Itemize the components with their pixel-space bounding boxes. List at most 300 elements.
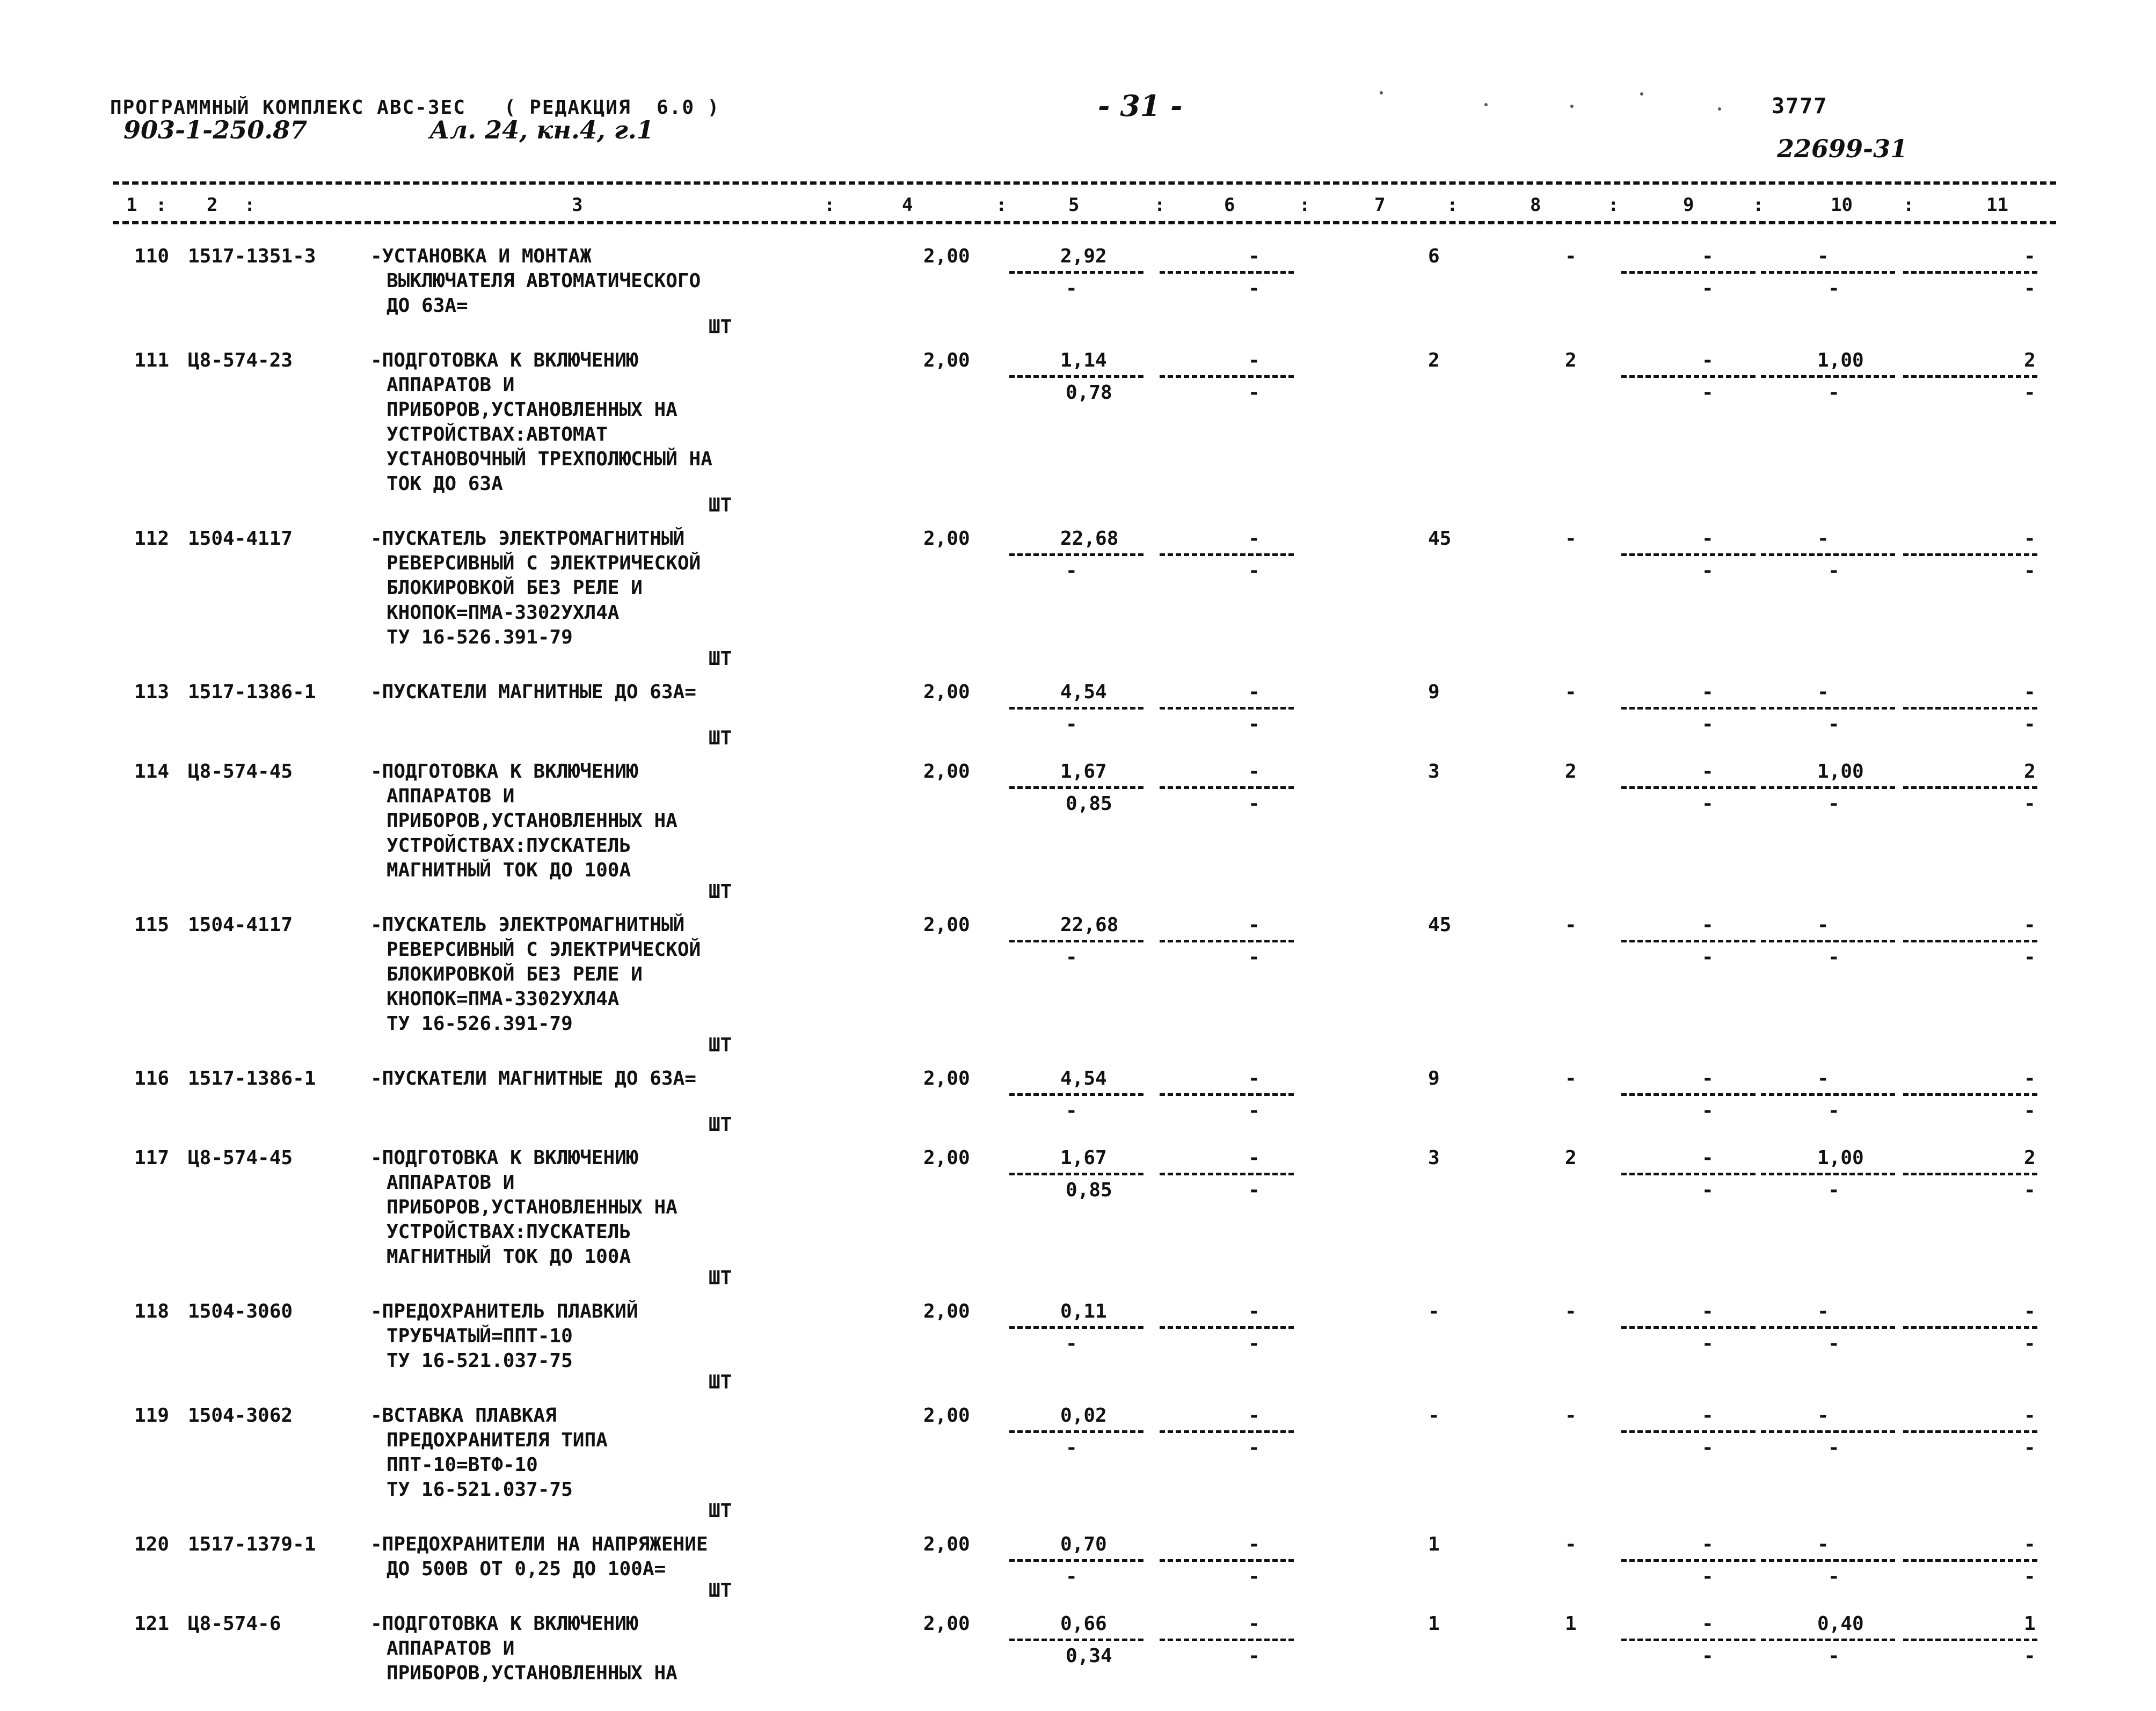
column-separator: : — [156, 194, 167, 216]
value-separator — [1903, 1173, 2037, 1175]
cell-col10: - — [1817, 1405, 1829, 1427]
value-separator — [1009, 1326, 1143, 1329]
row-number: 121 — [134, 1613, 170, 1635]
row-description-line: ПРИБОРОВ,УСТАНОВЛЕННЫХ НА — [387, 810, 678, 832]
row-description-line: УСТАНОВОЧНЫЙ ТРЕХПОЛЮСНЫЙ НА — [387, 448, 712, 470]
cell-col5-second: - — [1066, 1437, 1077, 1459]
value-separator — [1160, 553, 1294, 556]
row-description-line: ТУ 16-526.391-79 — [387, 626, 573, 648]
cell-col8: - — [1565, 1405, 1577, 1427]
value-separator — [1761, 553, 1895, 556]
cell-col8: - — [1565, 245, 1577, 267]
cell-col5-second: 0,85 — [1066, 793, 1112, 815]
cell-col10: - — [1817, 914, 1829, 936]
cell-col7: 9 — [1428, 681, 1440, 703]
cell-col9: - — [1702, 349, 1714, 371]
cell-col9: - — [1702, 1613, 1714, 1635]
column-header-7: 7 — [1374, 194, 1386, 216]
row-description-line: КНОПОК=ПМА-3302УХЛ4А — [387, 602, 620, 624]
row-description-line: ПРЕДОХРАНИТЕЛЯ ТИПА — [387, 1429, 608, 1451]
cell-col6-second: - — [1248, 1100, 1260, 1122]
row-code: 1517-1386-1 — [188, 681, 316, 703]
row-description-line: АППАРАТОВ И — [387, 785, 515, 807]
cell-col9: - — [1702, 1405, 1714, 1427]
cell-col10-second: - — [1828, 1437, 1840, 1459]
cell-col5: 1,67 — [1060, 1147, 1107, 1169]
value-separator — [1761, 271, 1895, 274]
row-code: Ц8-574-6 — [188, 1613, 281, 1635]
row-description: -ВСТАВКА ПЛАВКАЯ — [370, 1405, 557, 1427]
value-separator — [1903, 1559, 2037, 1562]
column-header-2: 2 — [207, 194, 218, 216]
cell-col4: 2,00 — [923, 914, 970, 936]
document-number: 3777 — [1772, 94, 1828, 119]
unit-of-measure: ШТ — [709, 1580, 732, 1602]
cell-col11-second: - — [2024, 793, 2036, 815]
row-description-line: АППАРАТОВ И — [387, 374, 515, 396]
value-separator — [1009, 375, 1143, 378]
cell-col11: - — [2024, 528, 2036, 550]
value-separator — [1009, 1173, 1143, 1175]
cell-col9: - — [1702, 1067, 1714, 1090]
cell-col9-second: - — [1702, 277, 1714, 299]
cell-col10-second: - — [1828, 1179, 1840, 1201]
cell-col5-second: - — [1066, 1100, 1077, 1122]
cell-col5: 2,92 — [1060, 245, 1107, 267]
cell-col9-second: - — [1702, 560, 1714, 582]
cell-col8: - — [1565, 528, 1577, 550]
value-separator — [1761, 940, 1895, 942]
cell-col4: 2,00 — [923, 1067, 970, 1090]
cell-col7: 9 — [1428, 1067, 1440, 1090]
value-separator — [1621, 1639, 1756, 1641]
row-number: 112 — [134, 528, 170, 550]
cell-col10: 0,40 — [1817, 1613, 1864, 1635]
column-header-10: 10 — [1831, 194, 1853, 216]
cell-col10: - — [1817, 1533, 1829, 1555]
cell-col5-second: - — [1066, 713, 1077, 735]
cell-col6-second: - — [1248, 560, 1260, 582]
cell-col4: 2,00 — [923, 528, 970, 550]
value-separator — [1009, 940, 1143, 942]
cell-col5: 22,68 — [1060, 528, 1119, 550]
value-separator — [1903, 940, 2037, 942]
cell-col10-second: - — [1828, 1566, 1840, 1588]
header-rule-top — [113, 181, 2056, 185]
cell-col10-second: - — [1828, 560, 1840, 582]
cell-col5-second: 0,85 — [1066, 1179, 1112, 1201]
value-separator — [1009, 1639, 1143, 1641]
cell-col10-second: - — [1828, 382, 1840, 404]
cell-col10: - — [1817, 1300, 1829, 1322]
cell-col11-second: - — [2024, 713, 2036, 735]
cell-col11: 2 — [2024, 349, 2036, 371]
cell-col9: - — [1702, 761, 1714, 783]
cell-col8: - — [1565, 914, 1577, 936]
row-code: 1504-4117 — [188, 914, 293, 936]
cell-col5-second: - — [1066, 277, 1077, 299]
cell-col4: 2,00 — [923, 245, 970, 267]
cell-col10: - — [1817, 681, 1829, 703]
cell-col5-second: 0,34 — [1066, 1645, 1112, 1667]
row-description: -ПОДГОТОВКА К ВКЛЮЧЕНИЮ — [370, 761, 638, 783]
row-description: -УСТАНОВКА И МОНТАЖ — [370, 245, 592, 267]
header-rule-bottom — [113, 221, 2056, 224]
cell-col9: - — [1702, 914, 1714, 936]
cell-col9: - — [1702, 245, 1714, 267]
value-separator — [1160, 375, 1294, 378]
row-description: -ПРЕДОХРАНИТЕЛИ НА НАПРЯЖЕНИЕ — [370, 1533, 708, 1555]
cell-col11: - — [2024, 245, 2036, 267]
value-separator — [1621, 1559, 1756, 1562]
row-number: 118 — [134, 1300, 170, 1322]
row-description: -ПУСКАТЕЛИ МАГНИТНЫЕ ДО 63А= — [370, 681, 696, 703]
cell-col10: 1,00 — [1817, 349, 1864, 371]
cell-col8: - — [1565, 1300, 1577, 1322]
cell-col6-second: - — [1248, 1566, 1260, 1588]
cell-col6: - — [1248, 914, 1260, 936]
value-separator — [1761, 1093, 1895, 1096]
cell-col11: - — [2024, 1067, 2036, 1090]
cell-col7: 6 — [1428, 245, 1440, 267]
cell-col8: - — [1565, 1533, 1577, 1555]
row-description-line: МАГНИТНЫЙ ТОК ДО 100А — [387, 859, 631, 881]
cell-col6: - — [1248, 681, 1260, 703]
row-description: -ПОДГОТОВКА К ВКЛЮЧЕНИЮ — [370, 349, 638, 371]
unit-of-measure: ШТ — [709, 316, 732, 338]
sheet-reference: Ал. 24, кн.4, г.1 — [429, 115, 654, 144]
cell-col10-second: - — [1828, 277, 1840, 299]
value-separator — [1903, 707, 2037, 710]
value-separator — [1903, 1326, 2037, 1329]
row-description-line: БЛОКИРОВКОЙ БЕЗ РЕЛЕ И — [387, 963, 643, 985]
cell-col10-second: - — [1828, 713, 1840, 735]
value-separator — [1160, 271, 1294, 274]
cell-col6: - — [1248, 245, 1260, 267]
row-description: -ПУСКАТЕЛЬ ЭЛЕКТРОМАГНИТНЫЙ — [370, 914, 685, 936]
value-separator — [1621, 1430, 1756, 1433]
cell-col10: - — [1817, 1067, 1829, 1090]
cell-col9-second: - — [1702, 1566, 1714, 1588]
cell-col11-second: - — [2024, 1179, 2036, 1201]
cell-col6-second: - — [1248, 1645, 1260, 1667]
cell-col5-second: - — [1066, 946, 1077, 968]
scan-speck — [1484, 103, 1488, 106]
row-description: -ПУСКАТЕЛИ МАГНИТНЫЕ ДО 63А= — [370, 1067, 696, 1090]
cell-col11-second: - — [2024, 1645, 2036, 1667]
row-number: 113 — [134, 681, 170, 703]
value-separator — [1009, 553, 1143, 556]
cell-col7: - — [1428, 1300, 1440, 1322]
cell-col11: - — [2024, 1405, 2036, 1427]
page-number: - 31 - — [1098, 89, 1183, 123]
row-description-line: УСТРОЙСТВАХ:ПУСКАТЕЛЬ — [387, 835, 631, 857]
row-number: 120 — [134, 1533, 170, 1555]
value-separator — [1009, 786, 1143, 789]
cell-col6-second: - — [1248, 1437, 1260, 1459]
value-separator — [1009, 271, 1143, 274]
value-separator — [1621, 1093, 1756, 1096]
cell-col6-second: - — [1248, 1333, 1260, 1355]
cell-col5: 0,11 — [1060, 1300, 1107, 1322]
cell-col5: 22,68 — [1060, 914, 1119, 936]
value-separator — [1009, 1559, 1143, 1562]
cell-col8: 2 — [1565, 761, 1577, 783]
cell-col4: 2,00 — [923, 1405, 970, 1427]
unit-of-measure: ШТ — [709, 1500, 732, 1522]
column-separator: : — [1154, 194, 1166, 216]
cell-col11: - — [2024, 681, 2036, 703]
cell-col6: - — [1248, 349, 1260, 371]
row-description-line: ПРИБОРОВ,УСТАНОВЛЕННЫХ НА — [387, 399, 678, 421]
cell-col6-second: - — [1248, 713, 1260, 735]
unit-of-measure: ШТ — [709, 648, 732, 670]
document-code: 22699-31 — [1777, 134, 1908, 163]
scan-speck — [1570, 105, 1574, 108]
cell-col7: 1 — [1428, 1613, 1440, 1635]
row-description: -ПУСКАТЕЛЬ ЭЛЕКТРОМАГНИТНЫЙ — [370, 528, 685, 550]
value-separator — [1621, 786, 1756, 789]
cell-col9-second: - — [1702, 946, 1714, 968]
row-code: Ц8-574-45 — [188, 761, 293, 783]
row-description-line: УСТРОЙСТВАХ:ПУСКАТЕЛЬ — [387, 1221, 631, 1243]
cell-col11: 2 — [2024, 761, 2036, 783]
row-description: -ПОДГОТОВКА К ВКЛЮЧЕНИЮ — [370, 1613, 638, 1635]
row-description-line: ППТ-10=ВТФ-10 — [387, 1454, 538, 1476]
row-description: -ПОДГОТОВКА К ВКЛЮЧЕНИЮ — [370, 1147, 638, 1169]
project-code: 903-1-250.87 — [123, 115, 308, 144]
row-description-line: ТРУБЧАТЫЙ=ППТ-10 — [387, 1325, 573, 1347]
program-title: ПРОГРАММНЫЙ КОМПЛЕКС АВС-3ЕС ( РЕДАКЦИЯ 6.0 ) — [110, 97, 720, 119]
cell-col7: 3 — [1428, 761, 1440, 783]
value-separator — [1903, 375, 2037, 378]
value-separator — [1009, 1430, 1143, 1433]
cell-col11-second: - — [2024, 946, 2036, 968]
cell-col11: - — [2024, 1300, 2036, 1322]
cell-col4: 2,00 — [923, 1613, 970, 1635]
row-description-line: ТУ 16-526.391-79 — [387, 1013, 573, 1035]
cell-col9: - — [1702, 528, 1714, 550]
row-code: 1504-3060 — [188, 1300, 293, 1322]
cell-col5: 4,54 — [1060, 1067, 1107, 1090]
value-separator — [1621, 271, 1756, 274]
cell-col10-second: - — [1828, 793, 1840, 815]
value-separator — [1621, 1326, 1756, 1329]
value-separator — [1903, 1430, 2037, 1433]
cell-col5: 0,02 — [1060, 1405, 1107, 1427]
value-separator — [1160, 1430, 1294, 1433]
row-number: 117 — [134, 1147, 170, 1169]
value-separator — [1621, 707, 1756, 710]
cell-col8: 1 — [1565, 1613, 1577, 1635]
value-separator — [1009, 1093, 1143, 1096]
cell-col9-second: - — [1702, 382, 1714, 404]
cell-col10-second: - — [1828, 1333, 1840, 1355]
cell-col6-second: - — [1248, 946, 1260, 968]
row-description-line: АППАРАТОВ И — [387, 1172, 515, 1194]
cell-col6: - — [1248, 1613, 1260, 1635]
value-separator — [1761, 1639, 1895, 1641]
cell-col9: - — [1702, 1147, 1714, 1169]
row-number: 119 — [134, 1405, 170, 1427]
column-header-9: 9 — [1683, 194, 1694, 216]
value-separator — [1160, 1093, 1294, 1096]
cell-col11-second: - — [2024, 560, 2036, 582]
column-separator: : — [244, 194, 256, 216]
row-description-line: АППАРАТОВ И — [387, 1637, 515, 1659]
cell-col9-second: - — [1702, 713, 1714, 735]
unit-of-measure: ШТ — [709, 881, 732, 903]
row-number: 111 — [134, 349, 170, 371]
column-separator: : — [1753, 194, 1764, 216]
row-code: 1504-3062 — [188, 1405, 293, 1427]
row-description: -ПРЕДОХРАНИТЕЛЬ ПЛАВКИЙ — [370, 1300, 638, 1322]
column-separator: : — [1447, 194, 1458, 216]
cell-col11-second: - — [2024, 382, 2036, 404]
cell-col4: 2,00 — [923, 1147, 970, 1169]
value-separator — [1160, 1559, 1294, 1562]
column-header-1: 1 — [126, 194, 137, 216]
cell-col5: 0,70 — [1060, 1533, 1107, 1555]
row-description-line: РЕВЕРСИВНЫЙ С ЭЛЕКТРИЧЕСКОЙ — [387, 552, 701, 574]
column-separator: : — [1903, 194, 1914, 216]
row-code: 1517-1386-1 — [188, 1067, 316, 1090]
row-number: 115 — [134, 914, 170, 936]
unit-of-measure: ШТ — [709, 1114, 732, 1136]
cell-col4: 2,00 — [923, 349, 970, 371]
value-separator — [1621, 1173, 1756, 1175]
row-number: 114 — [134, 761, 170, 783]
column-header-6: 6 — [1224, 194, 1235, 216]
cell-col11-second: - — [2024, 1566, 2036, 1588]
value-separator — [1621, 375, 1756, 378]
row-description-line: ВЫКЛЮЧАТЕЛЯ АВТОМАТИЧЕСКОГО — [387, 270, 701, 292]
row-code: 1517-1379-1 — [188, 1533, 316, 1555]
value-separator — [1761, 1559, 1895, 1562]
column-separator: : — [1299, 194, 1310, 216]
cell-col6-second: - — [1248, 1179, 1260, 1201]
cell-col11: 2 — [2024, 1147, 2036, 1169]
unit-of-measure: ШТ — [709, 1034, 732, 1056]
cell-col4: 2,00 — [923, 761, 970, 783]
cell-col10: - — [1817, 245, 1829, 267]
cell-col11: - — [2024, 1533, 2036, 1555]
unit-of-measure: ШТ — [709, 1371, 732, 1393]
row-description-line: БЛОКИРОВКОЙ БЕЗ РЕЛЕ И — [387, 577, 643, 599]
row-number: 110 — [134, 245, 170, 267]
cell-col5: 0,66 — [1060, 1613, 1107, 1635]
cell-col10: 1,00 — [1817, 761, 1864, 783]
cell-col9-second: - — [1702, 1100, 1714, 1122]
cell-col6: - — [1248, 1405, 1260, 1427]
row-code: 1504-4117 — [188, 528, 293, 550]
value-separator — [1903, 1639, 2037, 1641]
row-description-line: МАГНИТНЫЙ ТОК ДО 100А — [387, 1246, 631, 1268]
value-separator — [1160, 707, 1294, 710]
row-description-line: ТУ 16-521.037-75 — [387, 1479, 573, 1501]
cell-col9-second: - — [1702, 1645, 1714, 1667]
cell-col8: - — [1565, 681, 1577, 703]
unit-of-measure: ШТ — [709, 494, 732, 516]
row-description-line: РЕВЕРСИВНЫЙ С ЭЛЕКТРИЧЕСКОЙ — [387, 939, 701, 961]
value-separator — [1160, 786, 1294, 789]
cell-col6: - — [1248, 1533, 1260, 1555]
scan-speck — [1718, 107, 1721, 111]
cell-col5: 1,67 — [1060, 761, 1107, 783]
cell-col5: 1,14 — [1060, 349, 1107, 371]
value-separator — [1621, 553, 1756, 556]
cell-col9-second: - — [1702, 1437, 1714, 1459]
cell-col6: - — [1248, 1147, 1260, 1169]
row-code: Ц8-574-23 — [188, 349, 293, 371]
cell-col7: - — [1428, 1405, 1440, 1427]
value-separator — [1761, 707, 1895, 710]
cell-col9-second: - — [1702, 793, 1714, 815]
cell-col10-second: - — [1828, 946, 1840, 968]
unit-of-measure: ШТ — [709, 727, 732, 749]
column-header-4: 4 — [902, 194, 913, 216]
value-separator — [1761, 1173, 1895, 1175]
cell-col8: 2 — [1565, 349, 1577, 371]
cell-col7: 2 — [1428, 349, 1440, 371]
cell-col9-second: - — [1702, 1333, 1714, 1355]
cell-col5-second: 0,78 — [1066, 382, 1112, 404]
cell-col6: - — [1248, 761, 1260, 783]
value-separator — [1761, 1326, 1895, 1329]
cell-col6: - — [1248, 1300, 1260, 1322]
value-separator — [1903, 1093, 2037, 1096]
value-separator — [1621, 940, 1756, 942]
column-header-11: 11 — [1986, 194, 2008, 216]
unit-of-measure: ШТ — [709, 1267, 732, 1289]
value-separator — [1761, 375, 1895, 378]
row-description-line: ТОК ДО 63А — [387, 473, 503, 495]
column-header-8: 8 — [1530, 194, 1541, 216]
cell-col5-second: - — [1066, 560, 1077, 582]
cell-col4: 2,00 — [923, 1300, 970, 1322]
value-separator — [1761, 786, 1895, 789]
cell-col10: 1,00 — [1817, 1147, 1864, 1169]
cell-col6: - — [1248, 1067, 1260, 1090]
row-description-line: КНОПОК=ПМА-3302УХЛ4А — [387, 988, 620, 1010]
cell-col6-second: - — [1248, 277, 1260, 299]
row-description-line: ПРИБОРОВ,УСТАНОВЛЕННЫХ НА — [387, 1196, 678, 1218]
cell-col10-second: - — [1828, 1645, 1840, 1667]
cell-col5: 4,54 — [1060, 681, 1107, 703]
cell-col8: - — [1565, 1067, 1577, 1090]
cell-col11-second: - — [2024, 1333, 2036, 1355]
cell-col11-second: - — [2024, 277, 2036, 299]
cell-col7: 1 — [1428, 1533, 1440, 1555]
cell-col10-second: - — [1828, 1100, 1840, 1122]
cell-col11-second: - — [2024, 1100, 2036, 1122]
cell-col6: - — [1248, 528, 1260, 550]
cell-col10: - — [1817, 528, 1829, 550]
value-separator — [1903, 271, 2037, 274]
cell-col11: - — [2024, 914, 2036, 936]
value-separator — [1009, 707, 1143, 710]
column-separator: : — [1608, 194, 1619, 216]
cell-col7: 45 — [1428, 528, 1452, 550]
row-description-line: ТУ 16-521.037-75 — [387, 1350, 573, 1372]
row-description-line: УСТРОЙСТВАХ:АВТОМАТ — [387, 423, 608, 445]
cell-col5-second: - — [1066, 1333, 1077, 1355]
cell-col9: - — [1702, 681, 1714, 703]
value-separator — [1903, 786, 2037, 789]
cell-col8: 2 — [1565, 1147, 1577, 1169]
cell-col9: - — [1702, 1533, 1714, 1555]
cell-col4: 2,00 — [923, 1533, 970, 1555]
